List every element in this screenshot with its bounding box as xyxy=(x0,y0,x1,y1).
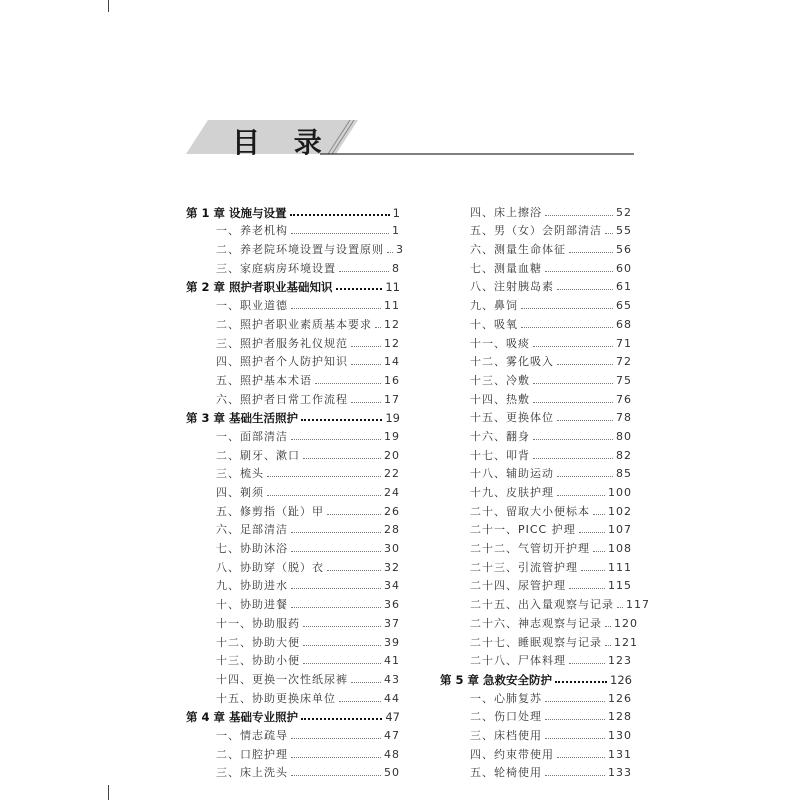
toc-entry[interactable] xyxy=(440,463,632,482)
toc-entry[interactable] xyxy=(186,519,400,538)
dot-leader xyxy=(557,757,605,758)
dot-leader xyxy=(303,663,381,664)
toc-entry-page-number: 26 xyxy=(384,504,400,518)
toc-entry-label: 十四、热敷 xyxy=(470,392,530,406)
dot-leader xyxy=(327,570,381,571)
toc-entry[interactable] xyxy=(186,257,400,276)
toc-entry-label: 八、注射胰岛素 xyxy=(470,280,554,294)
dot-leader xyxy=(533,439,613,440)
toc-entry-page-number: 34 xyxy=(384,579,400,593)
toc-entry[interactable] xyxy=(440,500,632,519)
toc-entry-label: 第 3 章 基础生活照护 xyxy=(186,411,299,426)
toc-entry-page-number: 108 xyxy=(608,542,632,556)
toc-entry-label: 四、照护者个人防护知识 xyxy=(216,355,348,369)
toc-entry-label: 二十一、PICC 护理 xyxy=(470,523,576,537)
toc-entry-label: 七、协助沐浴 xyxy=(216,542,288,556)
toc-entry[interactable] xyxy=(186,668,400,687)
dot-leader xyxy=(605,626,611,627)
toc-entry-label: 十九、皮肤护理 xyxy=(470,486,554,499)
dot-leader xyxy=(327,514,381,515)
toc-entry-page-number: 47 xyxy=(384,728,400,742)
dot-leader xyxy=(303,645,381,646)
toc-entry-page-number: 123 xyxy=(608,654,632,668)
dot-leader xyxy=(351,346,381,347)
toc-entry-label: 七、测量血糖 xyxy=(470,261,542,275)
toc-entry-label: 二十八、尸体料理 xyxy=(470,654,566,668)
toc-entry-label: 二、口腔护理 xyxy=(216,747,288,761)
toc-entry-page-number: 3 xyxy=(396,243,404,257)
toc-entry-label: 二、伤口处理 xyxy=(470,710,542,724)
dot-leader xyxy=(557,476,613,477)
toc-entry-page-number: 16 xyxy=(384,373,400,387)
toc-entry-page-number: 85 xyxy=(616,467,632,481)
toc-entry-page-number: 32 xyxy=(384,560,400,574)
toc-entry-label: 三、照护者服务礼仪规范 xyxy=(216,336,348,350)
toc-entry-page-number: 68 xyxy=(616,317,632,331)
toc-entry-page-number: 107 xyxy=(608,523,632,537)
toc-entry[interactable] xyxy=(440,313,632,332)
toc-entry-page-number: 19 xyxy=(385,411,400,426)
toc-entry-page-number: 72 xyxy=(616,355,632,369)
toc-entry[interactable] xyxy=(440,537,632,556)
toc-entry[interactable] xyxy=(186,332,400,351)
toc-entry[interactable] xyxy=(186,650,400,669)
crop-mark-bottom xyxy=(108,785,109,800)
toc-entry-page-number: 12 xyxy=(384,317,400,331)
toc-chapter-entry[interactable] xyxy=(186,276,400,295)
dot-leader xyxy=(557,364,613,365)
toc-entry-page-number: 71 xyxy=(616,336,632,350)
dot-leader xyxy=(291,233,389,234)
toc-entry-label: 三、床上洗头 xyxy=(216,766,288,780)
toc-entry-page-number: 17 xyxy=(384,392,400,406)
toc-entry[interactable] xyxy=(440,201,632,220)
toc-column-left xyxy=(186,201,404,780)
dot-leader xyxy=(303,458,381,459)
toc-entry[interactable] xyxy=(440,743,632,762)
dot-leader xyxy=(569,252,613,253)
toc-entry[interactable] xyxy=(186,556,400,575)
dot-leader xyxy=(301,419,382,421)
dot-leader xyxy=(336,288,383,290)
toc-entry[interactable] xyxy=(440,388,632,407)
toc-entry-label: 一、职业道德 xyxy=(216,299,288,313)
toc-entry-page-number: 24 xyxy=(384,486,400,499)
toc-entry-page-number: 82 xyxy=(616,448,632,462)
dot-leader xyxy=(521,327,613,328)
dot-leader xyxy=(557,289,613,290)
toc-entry-label: 三、梳头 xyxy=(216,467,264,481)
toc-entry[interactable] xyxy=(186,593,400,612)
toc-entry-label: 六、测量生命体征 xyxy=(470,243,566,257)
toc-entry[interactable] xyxy=(186,575,400,594)
toc-entry-label: 十二、雾化吸入 xyxy=(470,355,554,369)
dot-leader xyxy=(303,626,381,627)
toc-entry-page-number: 39 xyxy=(384,635,400,649)
dot-leader xyxy=(301,718,382,720)
dot-leader xyxy=(569,663,605,664)
toc-entry-label: 二、照护者职业素质基本要求 xyxy=(216,317,372,331)
toc-entry[interactable] xyxy=(186,351,400,370)
dot-leader xyxy=(291,738,381,739)
dot-leader xyxy=(557,420,613,421)
dot-leader xyxy=(555,681,607,683)
dot-leader xyxy=(533,402,613,403)
toc-entry-page-number: 111 xyxy=(608,560,632,574)
toc-entry-page-number: 36 xyxy=(384,598,400,612)
toc-entry[interactable] xyxy=(186,743,400,762)
toc-entry-page-number: 11 xyxy=(385,280,400,295)
toc-chapter-entry[interactable] xyxy=(186,201,400,220)
dot-leader xyxy=(351,402,381,403)
dot-leader xyxy=(545,271,613,272)
dot-leader xyxy=(533,346,613,347)
toc-entry-page-number: 80 xyxy=(616,429,632,443)
dot-leader xyxy=(605,233,613,234)
toc-entry[interactable] xyxy=(440,706,632,725)
toc-entry-page-number: 52 xyxy=(616,205,632,219)
dot-leader xyxy=(291,532,381,533)
toc-entry[interactable] xyxy=(186,369,400,388)
toc-entry[interactable] xyxy=(186,388,400,407)
toc-entry[interactable] xyxy=(440,425,632,444)
toc-entry-label: 九、鼻饲 xyxy=(470,299,518,313)
toc-entry-page-number: 43 xyxy=(384,672,400,686)
toc-entry-label: 四、床上擦浴 xyxy=(470,205,542,219)
dot-leader xyxy=(579,532,605,533)
toc-entry-label: 十五、协助更换床单位 xyxy=(216,691,336,705)
toc-entry[interactable] xyxy=(186,294,400,313)
toc-entry-label: 三、床档使用 xyxy=(470,728,542,742)
dot-leader xyxy=(315,383,381,384)
dot-leader xyxy=(267,476,381,477)
toc-entry[interactable] xyxy=(186,537,400,556)
toc-entry-label: 第 4 章 基础专业照护 xyxy=(186,710,299,725)
dot-leader xyxy=(290,214,390,216)
toc-entry[interactable] xyxy=(186,762,400,781)
dot-leader xyxy=(291,607,381,608)
toc-entry[interactable] xyxy=(440,481,632,500)
dot-leader xyxy=(375,327,381,328)
dot-leader xyxy=(605,645,611,646)
toc-entry-label: 二十三、引流管护理 xyxy=(470,560,578,574)
toc-entry[interactable] xyxy=(440,238,632,257)
dot-leader xyxy=(545,738,605,739)
toc-entry-label: 二十六、神志观察与记录 xyxy=(470,616,602,630)
toc-entry-page-number: 117 xyxy=(626,598,650,612)
toc-entry-label: 十、吸氧 xyxy=(470,317,518,331)
toc-entry[interactable] xyxy=(440,276,632,295)
dot-leader xyxy=(545,775,605,776)
toc-entry-page-number: 65 xyxy=(616,299,632,313)
toc-entry-page-number: 131 xyxy=(608,747,632,761)
toc-entry-label: 五、轮椅使用 xyxy=(470,766,542,780)
toc-entry-label: 二十四、尿管护理 xyxy=(470,579,566,593)
toc-entry-page-number: 55 xyxy=(616,224,632,238)
toc-entry[interactable] xyxy=(440,257,632,276)
toc-entry-label: 第 5 章 急救安全防护 xyxy=(440,672,553,687)
toc-entry-page-number: 102 xyxy=(608,504,632,518)
dot-leader xyxy=(533,383,613,384)
toc-entry[interactable] xyxy=(440,294,632,313)
toc-entry[interactable] xyxy=(440,650,632,669)
toc-entry-page-number: 120 xyxy=(614,616,638,630)
toc-entry-label: 五、照护基本术语 xyxy=(216,373,312,387)
toc-entry[interactable] xyxy=(186,500,400,519)
toc-entry-label: 一、心肺复苏 xyxy=(470,691,542,705)
toc-entry[interactable] xyxy=(186,444,400,463)
toc-entry-page-number: 78 xyxy=(616,411,632,425)
toc-entry[interactable] xyxy=(440,593,650,612)
toc-entry-label: 第 2 章 照护者职业基础知识 xyxy=(186,280,333,295)
dot-leader xyxy=(291,775,381,776)
dot-leader xyxy=(545,701,605,702)
toc-entry-label: 十三、冷敷 xyxy=(470,373,530,387)
toc-entry-label: 一、养老机构 xyxy=(216,224,288,238)
toc-entry-label: 十三、协助小便 xyxy=(216,654,300,668)
toc-entry[interactable] xyxy=(440,220,632,239)
dot-leader xyxy=(545,215,613,216)
toc-entry[interactable] xyxy=(186,220,400,239)
toc-entry-label: 四、剃须 xyxy=(216,486,264,499)
dot-leader xyxy=(593,514,605,515)
toc-entry-label: 二、刷牙、漱口 xyxy=(216,448,300,462)
toc-entry-label: 十四、更换一次性纸尿裤 xyxy=(216,672,348,686)
toc-entry-page-number: 50 xyxy=(384,766,400,780)
toc-entry-page-number: 37 xyxy=(384,616,400,630)
toc-entry-page-number: 48 xyxy=(384,747,400,761)
dot-leader xyxy=(569,588,605,589)
toc-entry-page-number: 121 xyxy=(614,635,638,649)
toc-entry-page-number: 128 xyxy=(608,710,632,724)
toc-entry[interactable] xyxy=(440,519,632,538)
toc-entry[interactable] xyxy=(186,724,400,743)
toc-entry[interactable] xyxy=(440,724,632,743)
toc-entry-page-number: 1 xyxy=(392,224,400,238)
toc-entry-page-number: 56 xyxy=(616,243,632,257)
toc-entry-page-number: 130 xyxy=(608,728,632,742)
dot-leader xyxy=(291,551,381,552)
toc-entry-label: 二、养老院环境设置与设置原则 xyxy=(216,243,384,257)
toc-entry-page-number: 19 xyxy=(384,429,400,443)
toc-entry-label: 五、男（女）会阴部清洁 xyxy=(470,224,602,238)
dot-leader xyxy=(291,308,381,309)
toc-entry-label: 三、家庭病房环境设置 xyxy=(216,261,336,275)
dot-leader xyxy=(617,607,623,608)
toc-entry-page-number: 20 xyxy=(384,448,400,462)
dot-leader xyxy=(291,439,381,440)
toc-chapter-entry[interactable] xyxy=(186,706,400,725)
toc-entry-page-number: 126 xyxy=(610,672,632,687)
dot-leader xyxy=(339,271,389,272)
toc-entry[interactable] xyxy=(186,463,400,482)
toc-entry[interactable] xyxy=(440,631,638,650)
toc-entry-page-number: 61 xyxy=(616,280,632,294)
toc-entry-label: 十八、辅助运动 xyxy=(470,467,554,481)
toc-entry-page-number: 11 xyxy=(384,299,400,313)
dot-leader xyxy=(545,719,605,720)
toc-entry-label: 六、照护者日常工作流程 xyxy=(216,392,348,406)
toc-entry-label: 八、协助穿（脱）衣 xyxy=(216,560,324,574)
toc-entry-label: 一、面部清洁 xyxy=(216,429,288,443)
dot-leader xyxy=(387,252,393,253)
toc-entry[interactable] xyxy=(440,444,632,463)
toc-entry[interactable] xyxy=(440,762,632,781)
toc-entry-label: 十二、协助大便 xyxy=(216,635,300,649)
toc-entry-label: 第 1 章 设施与设置 xyxy=(186,205,287,220)
toc-entry-page-number: 60 xyxy=(616,261,632,275)
dot-leader xyxy=(339,701,381,702)
page-title: 目 录 xyxy=(232,126,334,159)
toc-entry[interactable] xyxy=(440,556,632,575)
dot-leader xyxy=(291,588,381,589)
toc-entry-label: 五、修剪指（趾）甲 xyxy=(216,504,324,518)
toc-entry[interactable] xyxy=(186,313,400,332)
toc-entry[interactable] xyxy=(186,631,400,650)
toc-entry[interactable] xyxy=(186,612,400,631)
toc-entry[interactable] xyxy=(440,369,632,388)
toc-entry-page-number: 22 xyxy=(384,467,400,481)
toc-entry[interactable] xyxy=(440,407,632,426)
toc-chapter-entry[interactable] xyxy=(186,407,400,426)
toc-entry[interactable] xyxy=(440,332,632,351)
toc-entry-label: 一、情志疏导 xyxy=(216,728,288,742)
toc-entry[interactable] xyxy=(440,612,638,631)
crop-mark-top xyxy=(108,0,109,12)
toc-entry-page-number: 126 xyxy=(608,691,632,705)
toc-entry-page-number: 75 xyxy=(616,373,632,387)
toc-entry[interactable] xyxy=(440,575,632,594)
toc-entry-label: 十一、协助服药 xyxy=(216,616,300,630)
toc-entry-label: 十五、更换体位 xyxy=(470,411,554,425)
dot-leader xyxy=(291,757,381,758)
toc-entry-label: 二十、留取大小便标本 xyxy=(470,504,590,518)
dot-leader xyxy=(351,364,381,365)
toc-entry-label: 九、协助进水 xyxy=(216,579,288,593)
toc-entry[interactable] xyxy=(440,687,632,706)
toc-entry-page-number: 41 xyxy=(384,654,400,668)
dot-leader xyxy=(557,495,605,496)
toc-entry-page-number: 44 xyxy=(384,691,400,705)
toc-entry[interactable] xyxy=(186,687,400,706)
toc-entry-page-number: 76 xyxy=(616,392,632,406)
toc-column-right xyxy=(440,201,650,780)
toc-entry-page-number: 115 xyxy=(608,579,632,593)
toc-entry-label: 十一、吸痰 xyxy=(470,336,530,350)
toc-entry-page-number: 12 xyxy=(384,336,400,350)
toc-entry-label: 四、约束带使用 xyxy=(470,747,554,761)
toc-entry-label: 二十五、出入量观察与记录 xyxy=(470,598,614,612)
dot-leader xyxy=(593,551,605,552)
toc-entry-page-number: 133 xyxy=(608,766,632,780)
toc-entry-label: 二十七、睡眠观察与记录 xyxy=(470,635,602,649)
toc-entry-label: 二十二、气管切开护理 xyxy=(470,542,590,556)
toc-entry[interactable] xyxy=(186,238,404,257)
toc-entry-label: 十六、翻身 xyxy=(470,429,530,443)
toc-entry-label: 六、足部清洁 xyxy=(216,523,288,537)
toc-entry-page-number: 100 xyxy=(608,486,632,499)
toc-entry-page-number: 14 xyxy=(384,355,400,369)
dot-leader xyxy=(351,682,381,683)
dot-leader xyxy=(521,308,613,309)
dot-leader xyxy=(581,570,605,571)
toc-entry[interactable] xyxy=(440,351,632,370)
toc-entry-page-number: 8 xyxy=(392,261,400,275)
toc-entry-label: 十七、叩背 xyxy=(470,448,530,462)
toc-entry-page-number: 30 xyxy=(384,542,400,556)
dot-leader xyxy=(533,458,613,459)
toc-entry-label: 十、协助进餐 xyxy=(216,598,288,612)
toc-entry-page-number: 1 xyxy=(392,205,400,220)
toc-entry[interactable] xyxy=(186,481,400,500)
dot-leader xyxy=(267,495,381,496)
toc-chapter-entry[interactable] xyxy=(440,668,632,687)
toc-entry-page-number: 47 xyxy=(385,710,400,725)
toc-entry[interactable] xyxy=(186,425,400,444)
toc-entry-page-number: 28 xyxy=(384,523,400,537)
